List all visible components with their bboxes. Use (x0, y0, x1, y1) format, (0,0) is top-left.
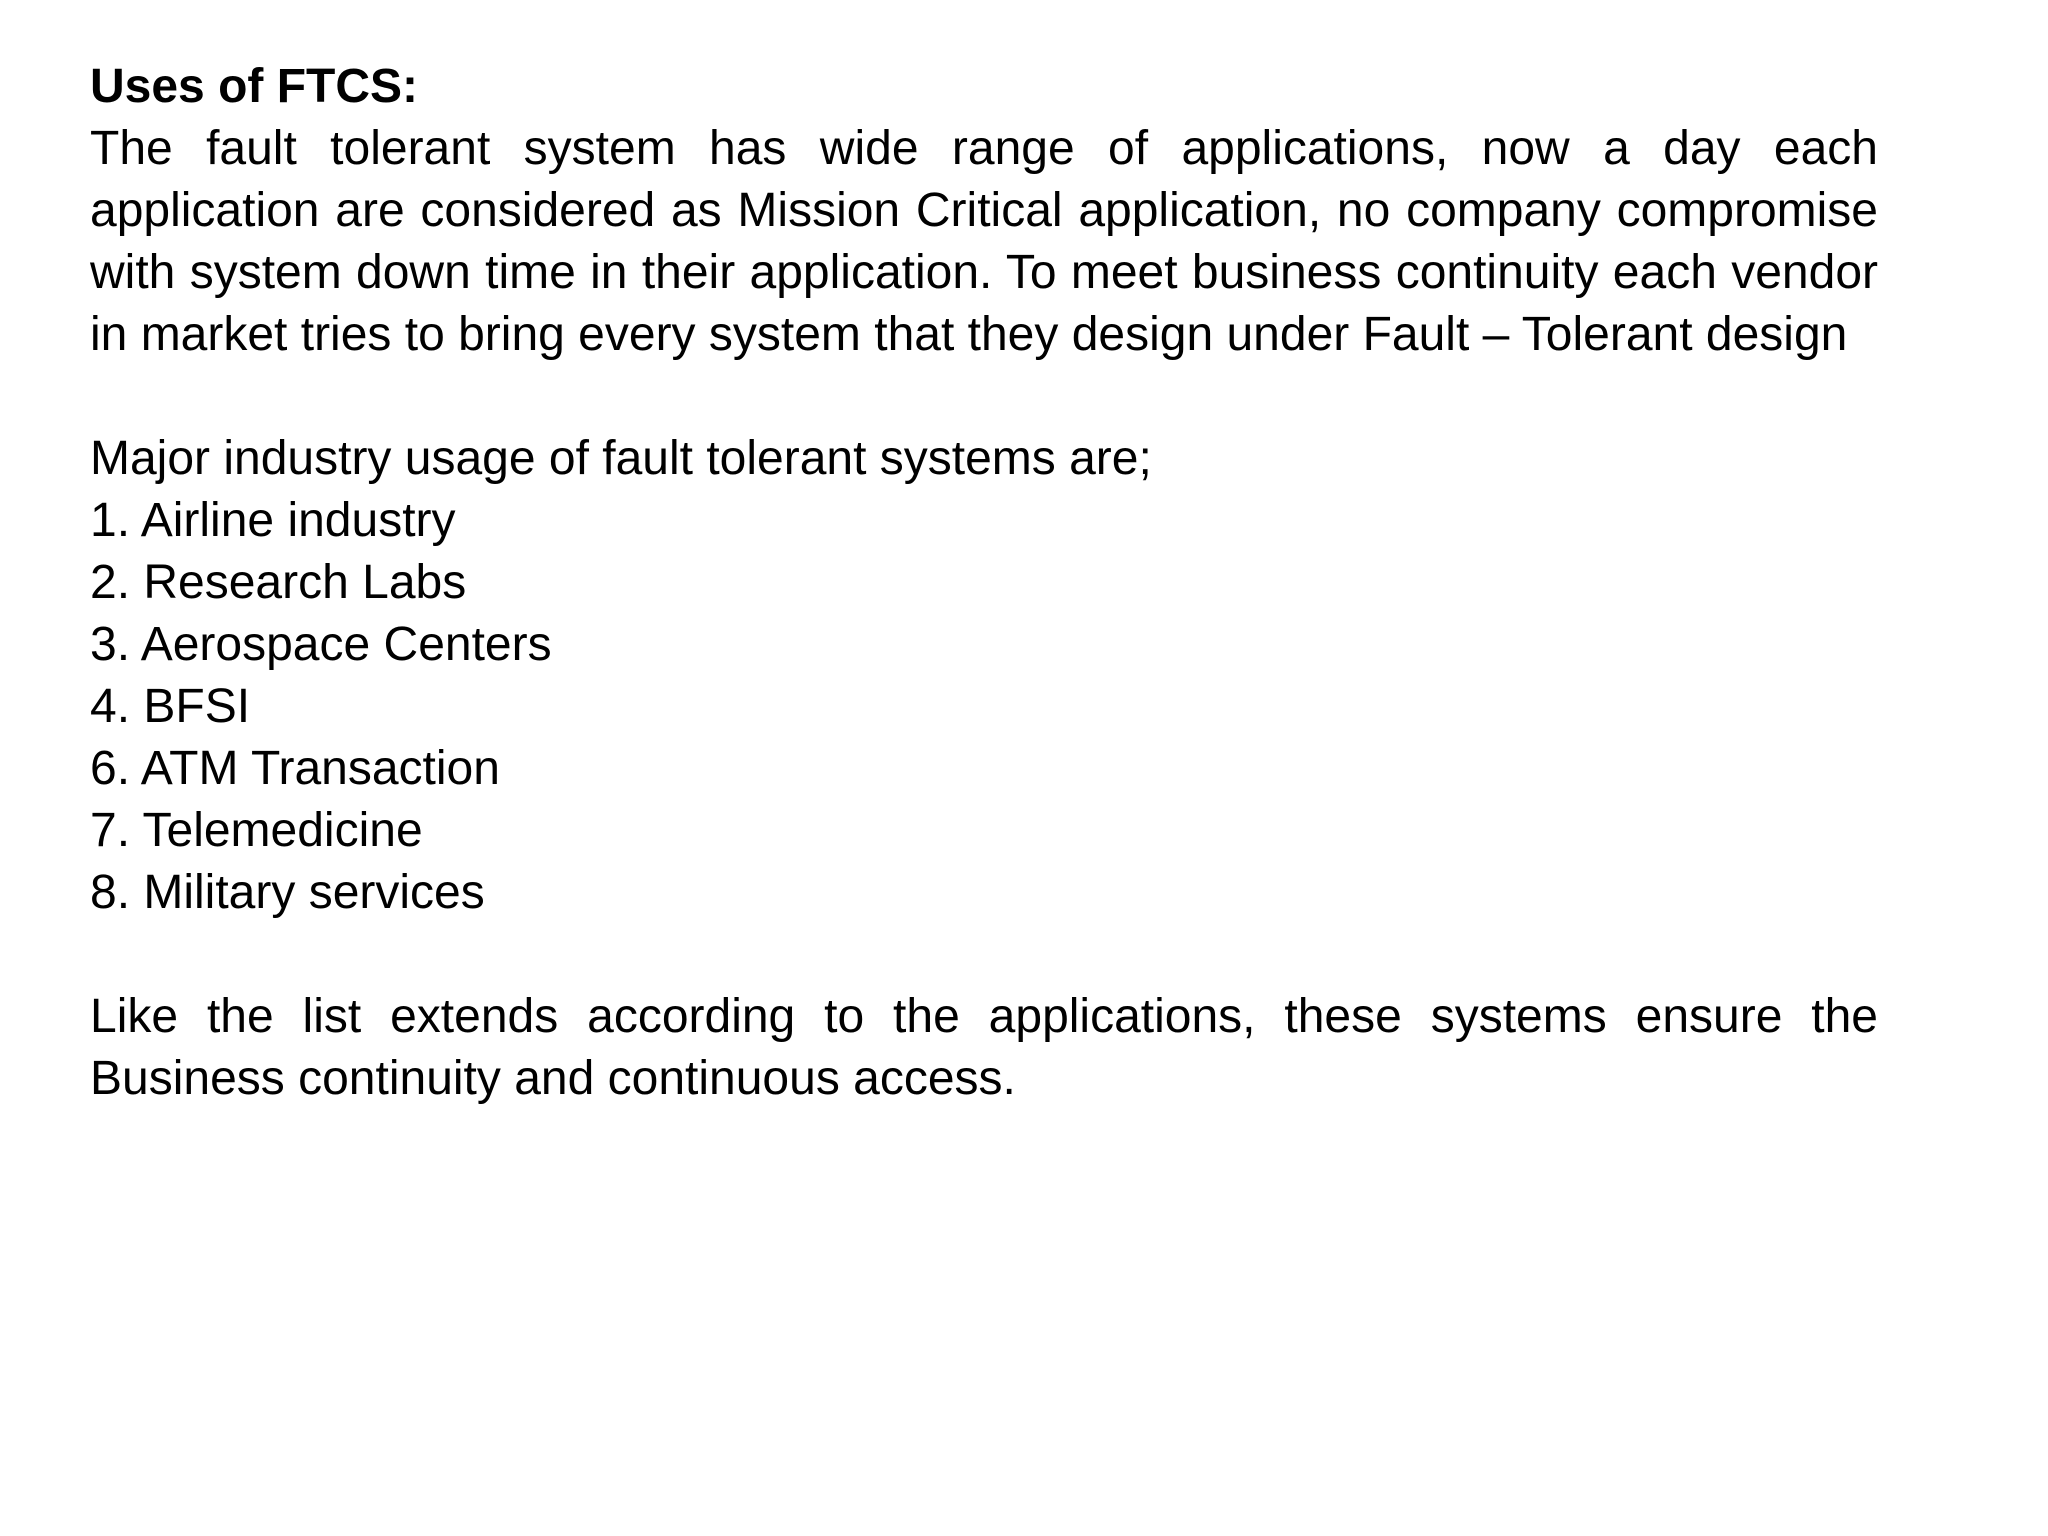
list-item: 2. Research Labs (90, 556, 467, 609)
paragraph-spacer (90, 924, 1878, 986)
section-heading: Uses of FTCS: (90, 60, 419, 113)
industry-list (90, 490, 1878, 924)
closing-paragraph: Like the list extends according to the applications, these systems ensure the Business continuity and continuous access. (90, 990, 1878, 1105)
list-item: 3. Aerospace Centers (90, 618, 552, 671)
list-item: 7. Telemedicine (90, 804, 423, 857)
intro-paragraph: The fault tolerant system has wide range of applications, now a day each application are considered as Mission Critical application, no company compromise with system down time in their application. To meet business continuity each vendor in market tries to bring every system that they design under Fault – Tolerant design (90, 122, 1878, 361)
list-item: 1. Airline industry (90, 494, 456, 547)
list-item: 8. Military services (90, 866, 485, 919)
list-item: 4. BFSI (90, 680, 251, 733)
list-item: 6. ATM Transaction (90, 742, 500, 795)
list-intro: Major industry usage of fault tolerant systems are; (90, 432, 1152, 485)
paragraph-spacer (90, 366, 1878, 428)
document-page (90, 56, 1878, 1110)
